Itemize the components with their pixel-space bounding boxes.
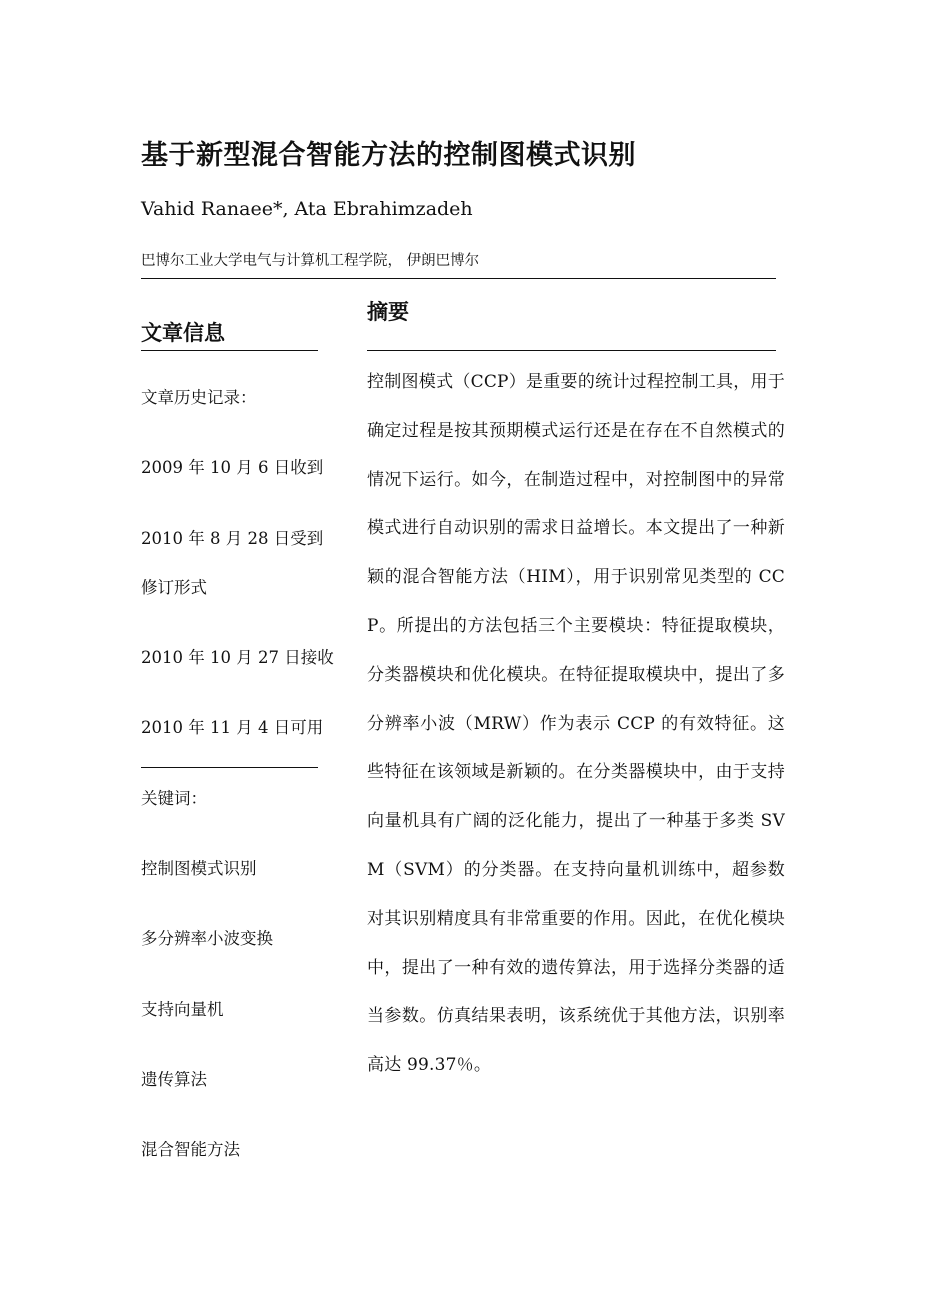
revised-date-line2: 修订形式 <box>141 578 207 597</box>
accepted-date: 2010 年 10 月 27 日接收 <box>141 648 334 667</box>
abstract-heading: 摘要 <box>367 299 409 324</box>
abstract-text: 控制图模式（CCP）是重要的统计过程控制工具，用于确定过程是按其预期模式运行还是在存在不自然模式的情况下运行。如今，在制造过程中，对控制图中的异常模式进行自动识别的需求日益增长。本文提出了一种新颖的混合智能方法（HIM），用于识别常见类型的 CCP。所提出的方法包括三个主要模块：特征提取模块，分类器模块和优化模块。在特征提取模块中，提出了多分辨率小波（MRW）作为表示 CCP 的有效特征。这些特征在该领域是新颖的。在分类器模块中，由于支持向量机具有广阔的泛化能力，提出了一种基于多类 SVM（SVM）的分类器。在支持向量机训练中，超参数对其识别精度具有非常重要的作用。因此，在优化模块中，提出了一种有效的遗传算法，用于选择分类器的适当参数。仿真结果表明，该系统优于其他方法，识别率高达 99.37％。 <box>367 372 785 1076</box>
available-date: 2010 年 11 月 4 日可用 <box>141 718 324 737</box>
received-date: 2009 年 10 月 6 日收到 <box>141 458 324 477</box>
paper-affiliation: 巴博尔工业大学电气与计算机工程学院， 伊朗巴博尔 <box>141 253 480 269</box>
keywords-label: 关键词： <box>141 789 207 808</box>
paper-authors: Vahid Ranaee*, Ata Ebrahimzadeh <box>141 198 473 220</box>
article-history-label: 文章历史记录： <box>141 388 257 407</box>
keyword-item: 多分辨率小波变换 <box>141 929 273 948</box>
article-info-heading-divider <box>141 350 318 351</box>
keyword-item: 遗传算法 <box>141 1070 207 1089</box>
keyword-item: 控制图模式识别 <box>141 859 257 878</box>
keywords-divider <box>141 767 318 768</box>
keyword-item: 支持向量机 <box>141 1000 224 1019</box>
abstract-heading-divider <box>367 350 776 351</box>
revised-date-line1: 2010 年 8 月 28 日受到 <box>141 529 324 548</box>
article-info-heading: 文章信息 <box>141 320 225 345</box>
paper-title: 基于新型混合智能方法的控制图模式识别 <box>141 140 636 171</box>
header-divider <box>141 278 776 279</box>
keyword-item: 混合智能方法 <box>141 1140 240 1159</box>
